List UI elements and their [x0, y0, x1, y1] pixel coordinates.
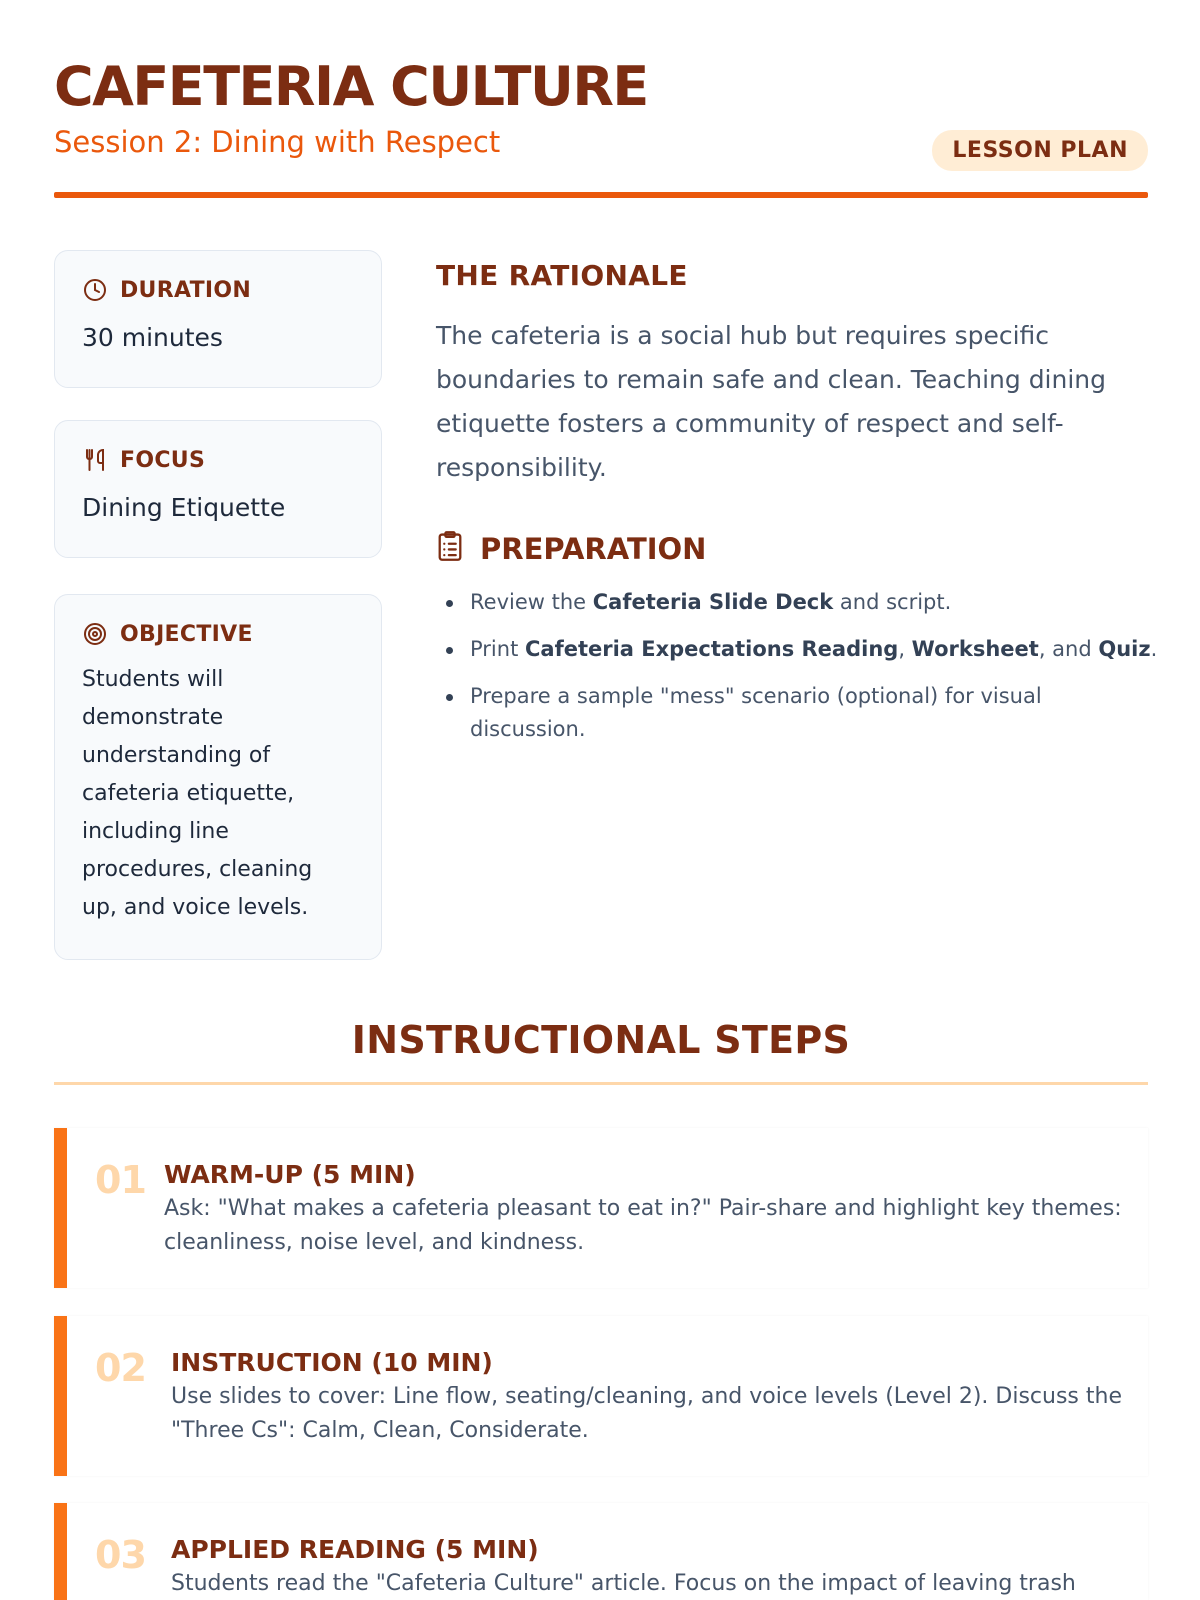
step-card — [54, 1503, 1148, 1600]
step-card — [54, 1128, 1148, 1288]
lesson-plan-badge: LESSON PLAN — [932, 130, 1148, 171]
objective-card — [54, 594, 382, 960]
step-description: Students read the "Cafeteria Culture" article. Focus on the impact of leaving trash — [171, 1571, 1076, 1596]
rationale-text: The cafeteria is a social hub but requires specific boundaries to remain safe and clean. Teaching dining etiquette fosters a community of respect and self-responsibility. — [436, 321, 1107, 482]
header-divider — [54, 192, 1148, 198]
preparation-heading — [436, 530, 706, 567]
duration-value: 30 minutes — [82, 323, 223, 352]
prep-item: Print Cafeteria Expectations Reading, Worksheet, and Quiz. — [470, 633, 1160, 666]
utensils-icon — [82, 447, 108, 473]
objective-label: OBJECTIVE — [120, 621, 253, 647]
duration-card — [54, 250, 382, 388]
objective-value: Students will demonstrate understanding of cafeteria etiquette, including line procedures, cleaning up, and voice levels. — [82, 667, 313, 920]
page-title: CAFETERIA CULTURE — [54, 55, 648, 118]
step-description: Use slides to cover: Line flow, seating/cleaning, and voice levels (Level 2). Discuss the "Three Cs": Calm, Clean, Considerate. — [171, 1384, 1122, 1443]
step-description: Ask: "What makes a cafeteria pleasant to eat in?" Pair-share and highlight key themes: cleanliness, noise level, and kindness. — [164, 1196, 1122, 1255]
step-title: WARM-UP (5 MIN) — [164, 1160, 416, 1189]
step-number: 01 — [95, 1158, 146, 1202]
steps-divider — [54, 1082, 1148, 1085]
step-title: INSTRUCTION (10 MIN) — [171, 1348, 493, 1377]
target-icon — [82, 621, 108, 647]
prep-item: Prepare a sample "mess" scenario (optional) for visual discussion. — [470, 680, 1160, 746]
rationale-heading: THE RATIONALE — [436, 259, 688, 292]
duration-label: DURATION — [120, 277, 252, 303]
focus-card — [54, 420, 382, 558]
step-card — [54, 1316, 1148, 1476]
header — [54, 52, 1148, 162]
step-number: 03 — [95, 1533, 146, 1577]
preparation-title: PREPARATION — [480, 531, 707, 566]
focus-value: Dining Etiquette — [82, 493, 286, 522]
session-subtitle: Session 2: Dining with Respect — [54, 125, 501, 159]
step-title: APPLIED READING (5 MIN) — [171, 1535, 539, 1564]
clock-icon — [82, 277, 108, 303]
preparation-list — [470, 586, 1160, 760]
step-number: 02 — [95, 1346, 146, 1390]
clipboard-icon — [436, 530, 464, 567]
focus-label: FOCUS — [120, 447, 206, 473]
prep-item: Review the Cafeteria Slide Deck and script. — [470, 586, 1160, 619]
steps-heading: INSTRUCTIONAL STEPS — [351, 1018, 851, 1062]
